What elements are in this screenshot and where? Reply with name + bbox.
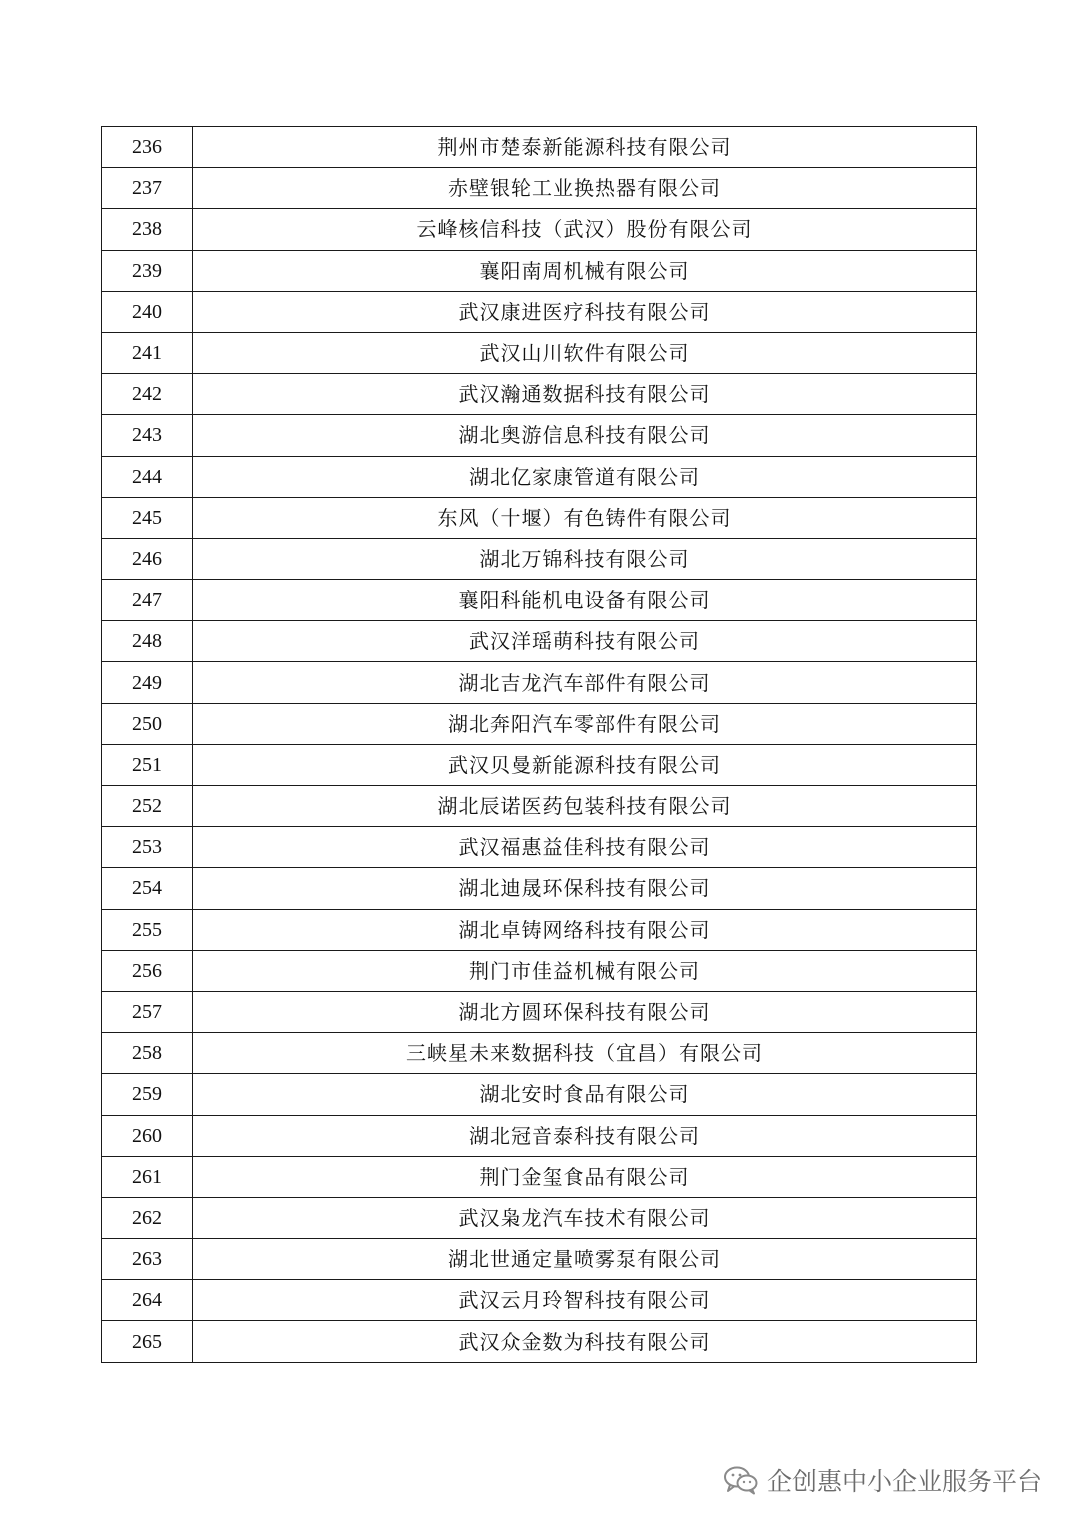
company-name: 湖北万锦科技有限公司 (193, 538, 977, 579)
company-name: 湖北迪晟环保科技有限公司 (193, 868, 977, 909)
row-number: 258 (102, 1033, 193, 1074)
row-number: 241 (102, 332, 193, 373)
company-name: 湖北辰诺医药包装科技有限公司 (193, 786, 977, 827)
table-row (102, 662, 977, 703)
table-row (102, 580, 977, 621)
row-number: 245 (102, 497, 193, 538)
table-row (102, 950, 977, 991)
table-row (102, 1115, 977, 1156)
row-number: 242 (102, 374, 193, 415)
row-number: 244 (102, 456, 193, 497)
company-name: 湖北安时食品有限公司 (193, 1074, 977, 1115)
table-row (102, 991, 977, 1032)
row-number: 250 (102, 703, 193, 744)
row-number: 246 (102, 538, 193, 579)
row-number: 249 (102, 662, 193, 703)
table-row (102, 497, 977, 538)
row-number: 254 (102, 868, 193, 909)
company-name: 武汉贝曼新能源科技有限公司 (193, 744, 977, 785)
table-row (102, 744, 977, 785)
table-row (102, 1197, 977, 1238)
table-row (102, 621, 977, 662)
company-name: 荆门市佳益机械有限公司 (193, 950, 977, 991)
table-row (102, 909, 977, 950)
wechat-icon (723, 1465, 759, 1495)
company-name: 荆州市楚泰新能源科技有限公司 (193, 127, 977, 168)
company-name: 赤壁银轮工业换热器有限公司 (193, 168, 977, 209)
table-row (102, 1321, 977, 1362)
company-name: 湖北奔阳汽车零部件有限公司 (193, 703, 977, 744)
row-number: 259 (102, 1074, 193, 1115)
company-name: 荆门金玺食品有限公司 (193, 1156, 977, 1197)
company-name: 武汉福惠益佳科技有限公司 (193, 827, 977, 868)
row-number: 257 (102, 991, 193, 1032)
table-row (102, 456, 977, 497)
row-number: 263 (102, 1239, 193, 1280)
row-number: 262 (102, 1197, 193, 1238)
row-number: 265 (102, 1321, 193, 1362)
table-row (102, 1033, 977, 1074)
company-name: 湖北冠音泰科技有限公司 (193, 1115, 977, 1156)
table-row (102, 1239, 977, 1280)
row-number: 247 (102, 580, 193, 621)
table-row (102, 127, 977, 168)
company-name: 云峰核信科技（武汉）股份有限公司 (193, 209, 977, 250)
company-list-table (101, 126, 977, 1363)
table-row (102, 1280, 977, 1321)
row-number: 255 (102, 909, 193, 950)
table-row (102, 374, 977, 415)
table-row (102, 827, 977, 868)
row-number: 260 (102, 1115, 193, 1156)
company-name: 武汉山川软件有限公司 (193, 332, 977, 373)
company-name: 三峡星未来数据科技（宜昌）有限公司 (193, 1033, 977, 1074)
watermark-text: 企创惠中小企业服务平台 (766, 1467, 1042, 1496)
table-row (102, 291, 977, 332)
table-row (102, 1074, 977, 1115)
company-name: 湖北吉龙汽车部件有限公司 (193, 662, 977, 703)
company-name: 武汉洋瑶萌科技有限公司 (193, 621, 977, 662)
company-name: 湖北奥游信息科技有限公司 (193, 415, 977, 456)
row-number: 256 (102, 950, 193, 991)
wechat-watermark (723, 1460, 1042, 1500)
company-name: 湖北卓铸网络科技有限公司 (193, 909, 977, 950)
row-number: 236 (102, 127, 193, 168)
company-name: 武汉康进医疗科技有限公司 (193, 291, 977, 332)
company-name: 襄阳南周机械有限公司 (193, 250, 977, 291)
table-row (102, 209, 977, 250)
table-row (102, 1156, 977, 1197)
row-number: 251 (102, 744, 193, 785)
company-name: 武汉瀚通数据科技有限公司 (193, 374, 977, 415)
row-number: 264 (102, 1280, 193, 1321)
row-number: 238 (102, 209, 193, 250)
row-number: 237 (102, 168, 193, 209)
row-number: 239 (102, 250, 193, 291)
table-row (102, 250, 977, 291)
company-name: 襄阳科能机电设备有限公司 (193, 580, 977, 621)
company-name: 湖北亿家康管道有限公司 (193, 456, 977, 497)
table-row (102, 868, 977, 909)
row-number: 243 (102, 415, 193, 456)
row-number: 252 (102, 786, 193, 827)
company-name: 武汉众金数为科技有限公司 (193, 1321, 977, 1362)
company-name: 武汉枭龙汽车技术有限公司 (193, 1197, 977, 1238)
row-number: 240 (102, 291, 193, 332)
row-number: 248 (102, 621, 193, 662)
table-row (102, 332, 977, 373)
table-row (102, 168, 977, 209)
table-body (102, 127, 977, 1363)
row-number: 253 (102, 827, 193, 868)
company-name: 湖北方圆环保科技有限公司 (193, 991, 977, 1032)
table-row (102, 415, 977, 456)
company-name: 湖北世通定量喷雾泵有限公司 (193, 1239, 977, 1280)
table-row (102, 703, 977, 744)
row-number: 261 (102, 1156, 193, 1197)
company-name: 武汉云月玲智科技有限公司 (193, 1280, 977, 1321)
table-row (102, 786, 977, 827)
table-row (102, 538, 977, 579)
company-name: 东风（十堰）有色铸件有限公司 (193, 497, 977, 538)
